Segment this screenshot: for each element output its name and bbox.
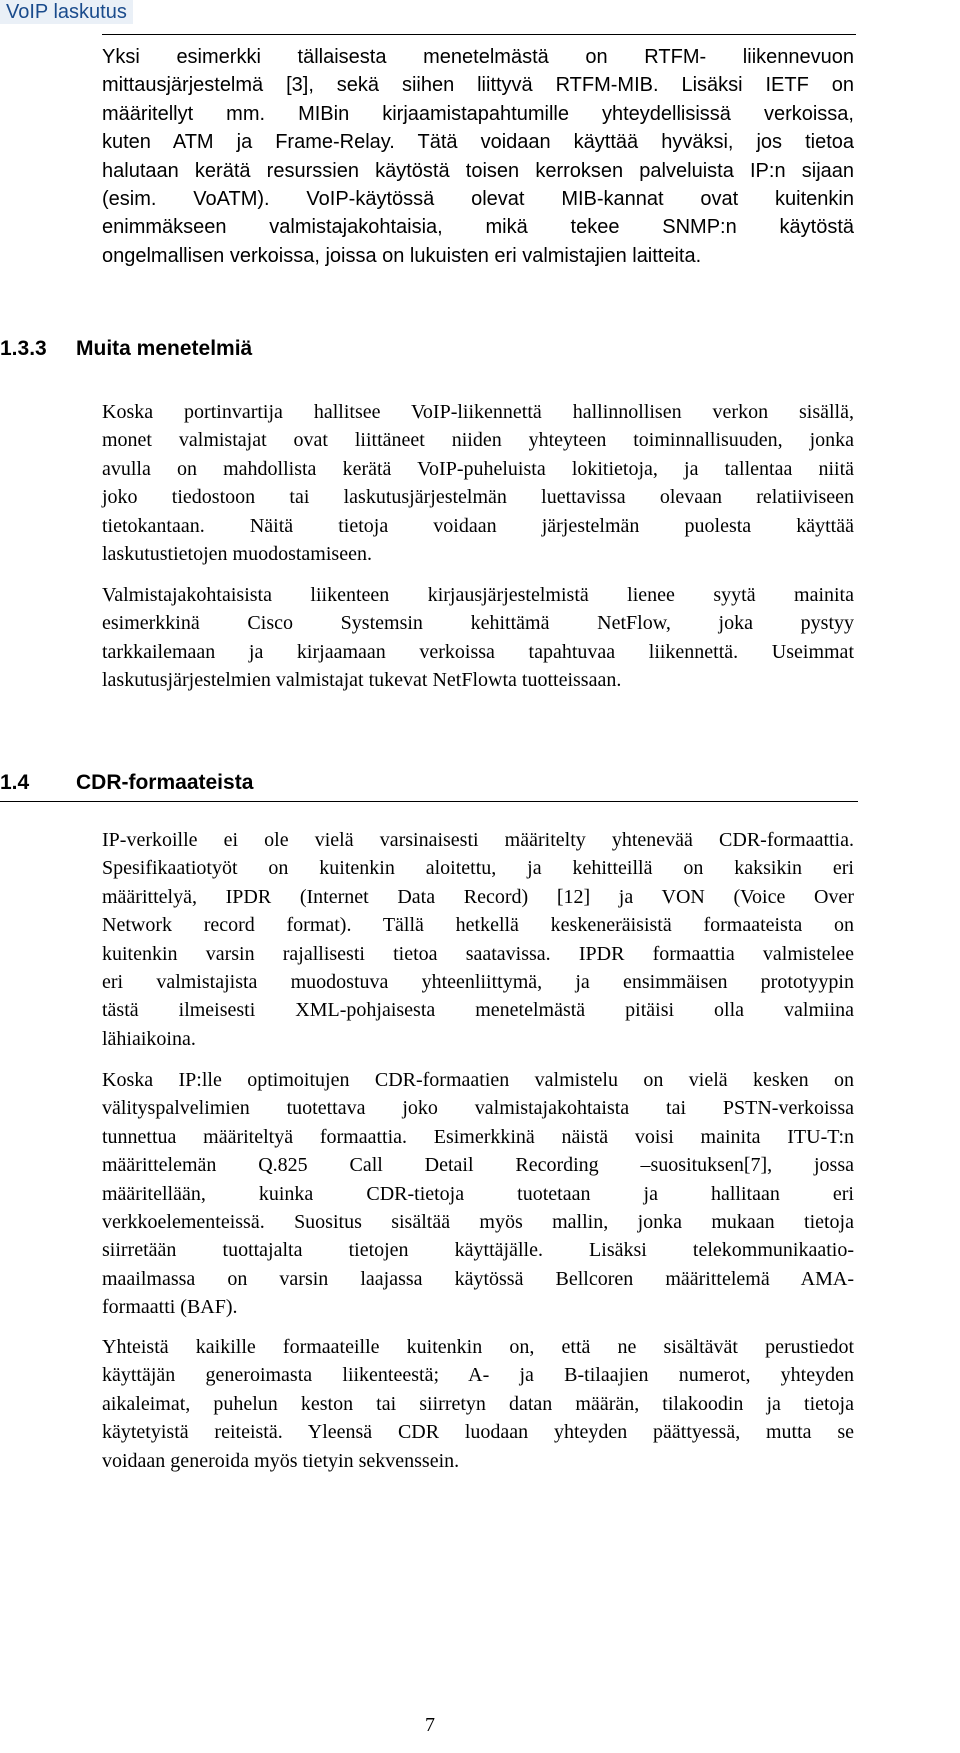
section-heading-1-4 xyxy=(0,771,860,797)
text-line: tietokantaan. Näitä tietoja voidaan järjestelmän puolesta käyttää xyxy=(102,514,854,537)
text-line: joko tiedostoon tai laskutusjärjestelmän luettavissa olevaan relatiiviseen xyxy=(102,486,854,509)
text-line: halutaan kerätä resurssien käytöstä toisen kerroksen palveluista IP:n sijaan xyxy=(102,159,854,182)
text-line: voidaan generoida myös tietyin sekvenssein. xyxy=(102,1449,460,1472)
section-rule xyxy=(0,801,858,802)
text-line: laskutustietojen muodostamiseen. xyxy=(102,542,372,565)
text-line: Yhteistä kaikille formaateille kuitenkin on, että ne sisältävät perustiedot xyxy=(102,1336,854,1358)
text-line: aikaleimat, puhelun keston tai siirretyn datan määrän, tilakoodin ja tietoja xyxy=(102,1392,854,1415)
text-line: määritellyt mm. MIBin kirjaamistapahtumille yhteydellisissä verkoissa, xyxy=(102,102,854,125)
paragraph-netflow xyxy=(102,581,854,695)
text-line: määritellään, kuinka CDR-tietoja tuotetaan ja hallitaan eri xyxy=(102,1182,854,1205)
section-heading-1-3-3 xyxy=(0,337,400,363)
text-line: kuten ATM ja Frame-Relay. Tätä voidaan käyttää hyväksi, jos tietoa xyxy=(102,131,854,154)
text-line: (esim. VoATM). VoIP-käytössä olevat MIB-kannat ovat kuitenkin xyxy=(102,187,854,210)
text-line: lähiaikoina. xyxy=(102,1027,196,1050)
text-line: monet valmistajat ovat liittäneet niiden yhteyteen toiminnallisuuden, jonka xyxy=(102,429,854,452)
section-title: Muita menetelmiä xyxy=(76,337,253,360)
text-line: Spesifikaatiotyöt on kuitenkin aloitettu, ja kehitteillä on kaksikin eri xyxy=(102,857,854,880)
text-line: tunnettua määriteltyä formaattia. Esimerkkinä näistä voisi mainita ITU-T:n xyxy=(102,1125,854,1148)
text-line: mittausjärjestelmä [3], sekä siihen liittyvä RTFM-MIB. Lisäksi IETF on xyxy=(102,74,854,97)
paragraph-q825 xyxy=(102,1066,854,1322)
section-number: 1.3.3 xyxy=(0,337,47,360)
text-line: siirretään tuottajalta tietojen käyttäjälle. Lisäksi telekommunikaatio- xyxy=(102,1239,854,1262)
text-line: Network record format). Tällä hetkellä keskeneräisistä formaateista on xyxy=(102,914,854,937)
paragraph-rtfm xyxy=(102,43,854,270)
text-line: tästä ilmeisesti XML-pohjaisesta menetelmästä pitäisi olla valmiina xyxy=(102,999,854,1022)
header-rule xyxy=(102,34,856,35)
text-line: IP-verkoille ei ole vielä varsinaisesti määritelty yhtenevää CDR-formaattia. xyxy=(102,829,854,851)
text-line: formaatti (BAF). xyxy=(102,1296,238,1319)
text-line: verkkoelementeissä. Suositus sisältää myös mallin, jonka mukaan tietoja xyxy=(102,1210,854,1233)
page-number: 7 xyxy=(425,1714,435,1736)
text-line: maailmassa on varsin laajassa käytössä Bellcoren määrittelemä AMA- xyxy=(102,1267,854,1290)
text-line: Koska IP:lle optimoitujen CDR-formaatien valmistelu on vielä kesken on xyxy=(102,1069,854,1091)
text-line: ongelmallisen verkoissa, joissa on lukuisten eri valmistajien laitteita. xyxy=(102,244,702,267)
text-line: välityspalvelimien tuotettava joko valmistajakohtaista tai PSTN-verkoissa xyxy=(102,1097,854,1120)
section-title: CDR-formaateista xyxy=(76,771,254,794)
text-line: Koska portinvartija hallitsee VoIP-liikennettä hallinnollisen verkon sisällä, xyxy=(102,401,854,423)
paragraph-ipdr xyxy=(102,826,854,1053)
text-line: laskutusjärjestelmien valmistajat tukevat NetFlowta tuotteissaan. xyxy=(102,669,622,692)
text-line: määrittelemän Q.825 Call Detail Recording –suosituksen[7], jossa xyxy=(102,1154,854,1177)
paragraph-common-fields xyxy=(102,1333,854,1475)
text-line: enimmäkseen valmistajakohtaisia, mikä tekee SNMP:n käytöstä xyxy=(102,216,854,239)
text-line: tarkkailemaan ja kirjaamaan verkoissa tapahtuvaa liikennettä. Useimmat xyxy=(102,640,854,663)
running-header: VoIP laskutus xyxy=(0,0,133,24)
text-line: esimerkkinä Cisco Systemsin kehittämä NetFlow, joka pystyy xyxy=(102,612,854,635)
text-line: avulla on mahdollista kerätä VoIP-puheluista lokitietoja, ja tallentaa niitä xyxy=(102,457,854,480)
text-line: käytetyistä reiteistä. Yleensä CDR luodaan yhteyden päättyessä, mutta se xyxy=(102,1421,854,1444)
text-line: eri valmistajista muodostuva yhteenliittymä, ja ensimmäisen prototyypin xyxy=(102,970,854,993)
paragraph-gatekeeper xyxy=(102,398,854,568)
text-line: Yksi esimerkki tällaisesta menetelmästä on RTFM- liikennevuon xyxy=(102,46,854,68)
section-number: 1.4 xyxy=(0,771,30,794)
text-line: käyttäjän generoimasta liikenteestä; A- ja B-tilaajien numerot, yhteyden xyxy=(102,1364,854,1387)
text-line: määrittelyä, IPDR (Internet Data Record) [12] ja VON (Voice Over xyxy=(102,885,854,908)
text-line: kuitenkin varsin rajallisesti tietoa saatavissa. IPDR formaattia valmistelee xyxy=(102,942,854,965)
text-line: Valmistajakohtaisista liikenteen kirjausjärjestelmistä lienee syytä mainita xyxy=(102,584,854,606)
